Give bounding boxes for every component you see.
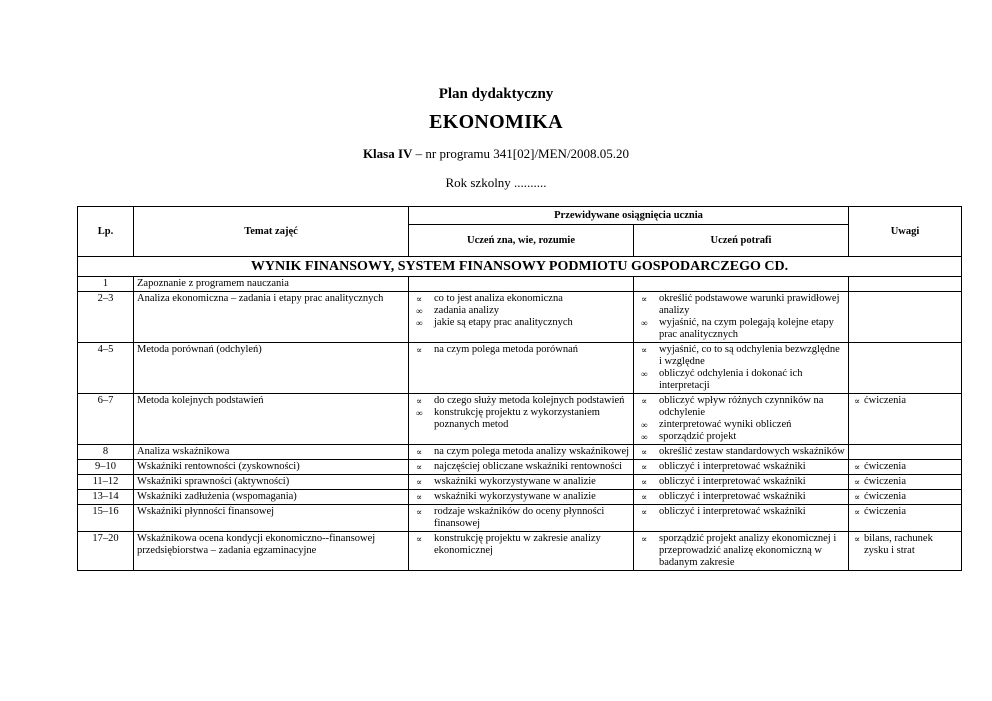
bullet-item	[637, 368, 845, 392]
note-text: ćwiczenia	[864, 395, 906, 406]
cell-notes	[849, 343, 962, 394]
bullet-icon: ∞	[416, 318, 423, 328]
bullet-text: wyjaśnić, na czym polegają kolejne etapy prac analitycznych	[659, 317, 834, 340]
note-text: ćwiczenia	[864, 461, 906, 472]
bullet-item	[637, 491, 845, 503]
bullet-icon: ∝	[641, 396, 648, 406]
bullet-icon: ∝	[641, 477, 648, 487]
bullet-icon: ∝	[854, 396, 861, 406]
bullet-icon: ∞	[641, 420, 648, 430]
bullet-item	[637, 395, 845, 419]
cell-notes	[849, 475, 962, 490]
cell-lp: 17–20	[78, 532, 134, 571]
bullet-text: na czym polega metoda analizy wskaźnikowej	[434, 446, 630, 457]
bullet-item	[637, 344, 845, 368]
bullet-icon: ∝	[416, 396, 423, 406]
bullet-icon: ∝	[641, 345, 648, 355]
bullet-item	[637, 431, 845, 443]
bullet-icon: ∝	[416, 507, 423, 517]
cell-lp: 15–16	[78, 505, 134, 532]
table-body	[78, 257, 962, 571]
bullet-icon: ∝	[416, 447, 423, 457]
program-number: – nr programu 341[02]/MEN/2008.05.20	[412, 146, 630, 161]
cell-notes	[849, 490, 962, 505]
bullet-text: sporządzić projekt analizy ekonomicznej i przeprowadzić analizę ekonomiczną w badanym zakresie	[659, 533, 837, 568]
cell-topic: Analiza ekonomiczna – zadania i etapy prac analitycznych	[134, 292, 409, 343]
cell-lp: 8	[78, 445, 134, 460]
section-heading: WYNIK FINANSOWY, SYSTEM FINANSOWY PODMIOTU GOSPODARCZEGO CD.	[78, 257, 962, 277]
cell-topic: Wskaźnikowa ocena kondycji ekonomiczno--finansowej przedsiębiorstwa – zadania egzaminacyjne	[134, 532, 409, 571]
cell-topic: Zapoznanie z programem nauczania	[134, 277, 409, 292]
cell-notes	[849, 505, 962, 532]
cell-topic: Metoda porównań (odchyleń)	[134, 343, 409, 394]
cell-topic: Wskaźniki płynności finansowej	[134, 505, 409, 532]
bullet-icon: ∝	[641, 294, 648, 304]
bullet-item	[412, 446, 630, 458]
bullet-item	[412, 317, 630, 329]
bullet-text: obliczyć wpływ różnych czynników na odchylenie	[659, 395, 824, 418]
bullet-text: do czego służy metoda kolejnych podstawień	[434, 395, 625, 406]
document-title: EKONOMIKA	[429, 111, 563, 133]
bullet-text: obliczyć i interpretować wskaźniki	[659, 506, 806, 517]
bullet-item	[637, 446, 845, 458]
cell-notes	[849, 277, 962, 292]
table-row	[78, 445, 962, 460]
note-text: bilans, rachunek zysku i strat	[864, 533, 933, 556]
bullet-text: wskaźniki wykorzystywane w analizie	[434, 476, 596, 487]
bullet-item	[637, 317, 845, 341]
note-text: ćwiczenia	[864, 476, 906, 487]
cell-can	[634, 394, 849, 445]
class-info	[0, 146, 992, 162]
bullet-icon: ∝	[854, 477, 861, 487]
bullet-item	[637, 419, 845, 431]
bullet-text: jakie są etapy prac analitycznych	[434, 317, 573, 328]
class-label: Klasa IV	[362, 146, 413, 161]
cell-knows	[409, 394, 634, 445]
bullet-icon: ∝	[416, 294, 423, 304]
table-row	[78, 505, 962, 532]
cell-knows	[409, 490, 634, 505]
cell-can	[634, 277, 849, 292]
cell-can	[634, 460, 849, 475]
bullet-text: zinterpretować wyniki obliczeń	[659, 419, 792, 430]
bullet-text: obliczyć odchylenia i dokonać ich interpretacji	[659, 368, 803, 391]
bullet-icon: ∝	[854, 534, 861, 544]
bullet-icon: ∝	[641, 507, 648, 517]
bullet-item	[637, 293, 845, 317]
bullet-text: najczęściej obliczane wskaźniki rentowności	[434, 461, 623, 472]
bullet-item	[412, 344, 630, 356]
bullet-icon: ∝	[854, 507, 861, 517]
bullet-text: określić zestaw standardowych wskaźników	[659, 446, 845, 457]
cell-notes	[849, 532, 962, 571]
bullet-icon: ∞	[416, 408, 423, 418]
cell-knows	[409, 292, 634, 343]
bullet-item	[412, 533, 630, 557]
cell-lp: 6–7	[78, 394, 134, 445]
table-row	[78, 343, 962, 394]
bullet-item	[637, 461, 845, 473]
bullet-text: zadania analizy	[434, 305, 499, 316]
bullet-item	[412, 461, 630, 473]
cell-can	[634, 475, 849, 490]
cell-knows	[409, 532, 634, 571]
table-row	[78, 394, 962, 445]
table-row	[78, 532, 962, 571]
bullet-item	[412, 506, 630, 530]
bullet-text: konstrukcję projektu w zakresie analizy ekonomicznej	[434, 533, 601, 556]
document-subtitle: Plan dydaktyczny	[438, 86, 554, 102]
cell-knows	[409, 343, 634, 394]
bullet-item	[412, 305, 630, 317]
bullet-icon: ∝	[416, 492, 423, 502]
bullet-item	[412, 293, 630, 305]
curriculum-table	[77, 206, 962, 571]
bullet-icon: ∞	[641, 432, 648, 442]
header-topic: Temat zajęć	[134, 207, 409, 257]
bullet-icon: ∝	[641, 492, 648, 502]
header-lp: Lp.	[78, 207, 134, 257]
bullet-icon: ∞	[641, 369, 648, 379]
cell-knows	[409, 475, 634, 490]
bullet-text: sporządzić projekt	[659, 431, 737, 442]
header-notes: Uwagi	[849, 207, 962, 257]
bullet-icon: ∝	[641, 447, 648, 457]
table-row	[78, 475, 962, 490]
table-row	[78, 277, 962, 292]
bullet-item	[637, 506, 845, 518]
bullet-icon: ∝	[416, 462, 423, 472]
bullet-item	[412, 491, 630, 503]
bullet-icon: ∝	[416, 345, 423, 355]
cell-knows	[409, 460, 634, 475]
cell-topic: Analiza wskaźnikowa	[134, 445, 409, 460]
header-outcomes: Przewidywane osiągnięcia ucznia	[409, 207, 849, 225]
bullet-text: obliczyć i interpretować wskaźniki	[659, 491, 806, 502]
cell-lp: 1	[78, 277, 134, 292]
table-row	[78, 292, 962, 343]
table-row	[78, 490, 962, 505]
bullet-text: na czym polega metoda porównań	[434, 344, 579, 355]
bullet-text: co to jest analiza ekonomiczna	[434, 293, 563, 304]
bullet-icon: ∝	[641, 462, 648, 472]
cell-can	[634, 532, 849, 571]
bullet-text: określić podstawowe warunki prawidłowej analizy	[659, 293, 840, 316]
cell-knows	[409, 505, 634, 532]
bullet-text: wskaźniki wykorzystywane w analizie	[434, 491, 596, 502]
cell-notes	[849, 394, 962, 445]
header-knows: Uczeń zna, wie, rozumie	[409, 225, 634, 257]
cell-lp: 11–12	[78, 475, 134, 490]
cell-notes	[849, 445, 962, 460]
cell-knows	[409, 445, 634, 460]
bullet-text: wyjaśnić, co to są odchylenia bezwzględne i względne	[659, 344, 840, 367]
bullet-item	[412, 407, 630, 431]
bullet-icon: ∝	[416, 534, 423, 544]
bullet-text: rodzaje wskaźników do oceny płynności finansowej	[434, 506, 605, 529]
cell-topic: Wskaźniki rentowności (zyskowności)	[134, 460, 409, 475]
bullet-icon: ∞	[416, 306, 423, 316]
header-can: Uczeń potrafi	[634, 225, 849, 257]
note-text: ćwiczenia	[864, 491, 906, 502]
cell-notes	[849, 292, 962, 343]
bullet-icon: ∝	[854, 492, 861, 502]
cell-lp: 4–5	[78, 343, 134, 394]
cell-topic: Metoda kolejnych podstawień	[134, 394, 409, 445]
cell-topic: Wskaźniki zadłużenia (wspomagania)	[134, 490, 409, 505]
bullet-icon: ∝	[854, 462, 861, 472]
cell-topic: Wskaźniki sprawności (aktywności)	[134, 475, 409, 490]
cell-can	[634, 505, 849, 532]
bullet-icon: ∝	[641, 534, 648, 544]
bullet-text: obliczyć i interpretować wskaźniki	[659, 476, 806, 487]
bullet-text: konstrukcję projektu z wykorzystaniem poznanych metod	[434, 407, 600, 430]
bullet-text: obliczyć i interpretować wskaźniki	[659, 461, 806, 472]
table-row	[78, 460, 962, 475]
cell-can	[634, 292, 849, 343]
bullet-item	[412, 395, 630, 407]
cell-notes	[849, 460, 962, 475]
bullet-item	[412, 476, 630, 488]
cell-can	[634, 343, 849, 394]
cell-knows	[409, 277, 634, 292]
note-text: ćwiczenia	[864, 506, 906, 517]
cell-can	[634, 445, 849, 460]
cell-lp: 9–10	[78, 460, 134, 475]
school-year: Rok szkolny ..........	[445, 175, 547, 190]
cell-lp: 13–14	[78, 490, 134, 505]
cell-lp: 2–3	[78, 292, 134, 343]
bullet-item	[637, 476, 845, 488]
bullet-item	[637, 533, 845, 569]
cell-can	[634, 490, 849, 505]
bullet-icon: ∞	[641, 318, 648, 328]
bullet-icon: ∝	[416, 477, 423, 487]
